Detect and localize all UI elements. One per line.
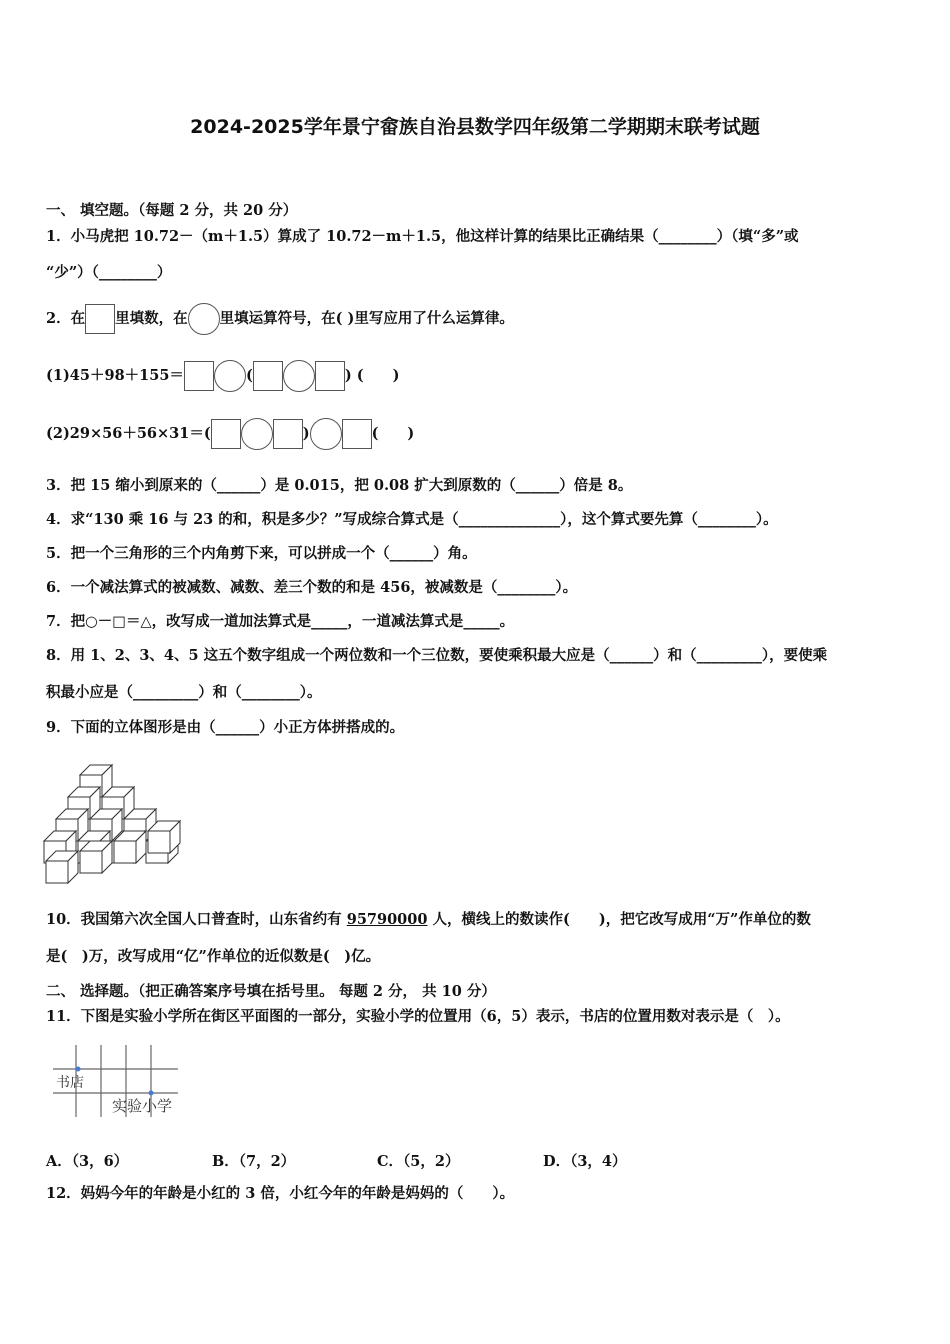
answer-box[interactable] <box>85 304 115 334</box>
q2-sub2-close: ( ) <box>371 425 415 442</box>
q6: 6．一个减法算式的被减数、减数、差三个数的和是 456，被减数是（________）。 <box>46 579 578 596</box>
q2-part-b: 里填数，在 <box>115 310 188 327</box>
q10-part-a: 10．我国第六次全国人口普查时，山东省约有 <box>46 911 347 928</box>
bookstore-point <box>76 1067 81 1072</box>
q10-part-b: 人，横线上的数读作( )，把它改写成用“万”作单位的数 <box>427 911 811 928</box>
q2-sub1-close: ) ( ) <box>344 367 400 384</box>
q1-line1: 1．小马虎把 10.72－（m＋1.5）算成了 10.72－m＋1.5，他这样计算的结果比正确结果（________）（填“多”或 <box>46 228 799 245</box>
answer-box[interactable] <box>273 419 303 449</box>
q8-line2: 积最小应是（_________）和（________）。 <box>46 684 322 701</box>
q2-sub2-expr: (2)29×56＋56×31＝( <box>46 425 211 442</box>
q9: 9．下面的立体图形是由（______）小正方体拼搭成的。 <box>46 719 405 736</box>
operator-circle[interactable] <box>283 360 315 392</box>
cube <box>114 831 146 863</box>
option-c[interactable]: C．（5，2） <box>377 1153 460 1170</box>
operator-circle[interactable] <box>214 360 246 392</box>
cube-stack-figure <box>40 755 200 885</box>
section2-heading: 二、 选择题。（把正确答案序号填在括号里。 每题 2 分， 共 10 分） <box>46 983 496 1000</box>
q2-sub1-expr: (1)45＋98＋155＝ <box>46 367 184 384</box>
operator-circle[interactable] <box>310 418 342 450</box>
operator-circle[interactable] <box>241 418 273 450</box>
q10-line1 <box>46 910 811 930</box>
bookstore-label: 书店 <box>56 1075 84 1091</box>
school-label: 实验小学 <box>112 1097 173 1115</box>
q10-number: 95790000 <box>346 911 428 928</box>
option-d[interactable]: D．（3，4） <box>543 1153 627 1170</box>
q11-text: 11．下图是实验小学所在街区平面图的一部分，实验小学的位置用（6，5）表示，书店的位置用数对表示是（ ）。 <box>46 1008 790 1025</box>
q7: 7．把○－□＝△，改写成一道加法算式是_____，一道减法算式是_____。 <box>46 613 515 630</box>
answer-box[interactable] <box>184 361 214 391</box>
q2-sub1-open: ( <box>245 367 253 384</box>
street-map-figure <box>48 1045 198 1125</box>
q5: 5．把一个三角形的三个内角剪下来，可以拼成一个（______）角。 <box>46 545 477 562</box>
answer-box[interactable] <box>253 361 283 391</box>
section1-heading: 一、 填空题。（每题 2 分，共 20 分） <box>46 202 298 219</box>
q2-part-c: 里填运算符号，在( )里写应用了什么运算律。 <box>219 310 514 327</box>
cube <box>80 841 112 873</box>
answer-box[interactable] <box>342 419 372 449</box>
q10-line2: 是( )万，改写成用“亿”作单位的近似数是( )亿。 <box>46 948 381 965</box>
q2-sub2-mid: ) <box>302 425 310 442</box>
answer-box[interactable] <box>315 361 345 391</box>
q2-sub2 <box>46 418 414 450</box>
page-title: 2024-2025学年景宁畲族自治县数学四年级第二学期期末联考试题 <box>190 116 760 138</box>
q2-instruction <box>46 303 514 335</box>
operator-circle[interactable] <box>188 303 220 335</box>
school-point <box>149 1091 154 1096</box>
cube <box>148 821 180 853</box>
q12: 12．妈妈今年的年龄是小红的 3 倍，小红今年的年龄是妈妈的（ ）。 <box>46 1185 515 1202</box>
q1-line2: “少”）（________） <box>46 264 172 281</box>
q2-part-a: 2．在 <box>46 310 86 327</box>
q2-sub1 <box>46 360 399 392</box>
q8-line1: 8．用 1、2、3、4、5 这五个数字组成一个两位数和一个三位数，要使乘积最大应是（______）和（_________），要使乘 <box>46 647 828 664</box>
answer-box[interactable] <box>211 419 241 449</box>
option-b[interactable]: B．（7，2） <box>212 1153 296 1170</box>
option-a[interactable]: A．（3，6） <box>46 1153 129 1170</box>
q3: 3．把 15 缩小到原来的（______）是 0.015，把 0.08 扩大到原数的（______）倍是 8。 <box>46 477 633 494</box>
q4: 4．求“130 乘 16 与 23 的和，积是多少？”写成综合算式是（______________），这个算式要先算（________）。 <box>46 511 778 528</box>
cube <box>46 851 78 883</box>
